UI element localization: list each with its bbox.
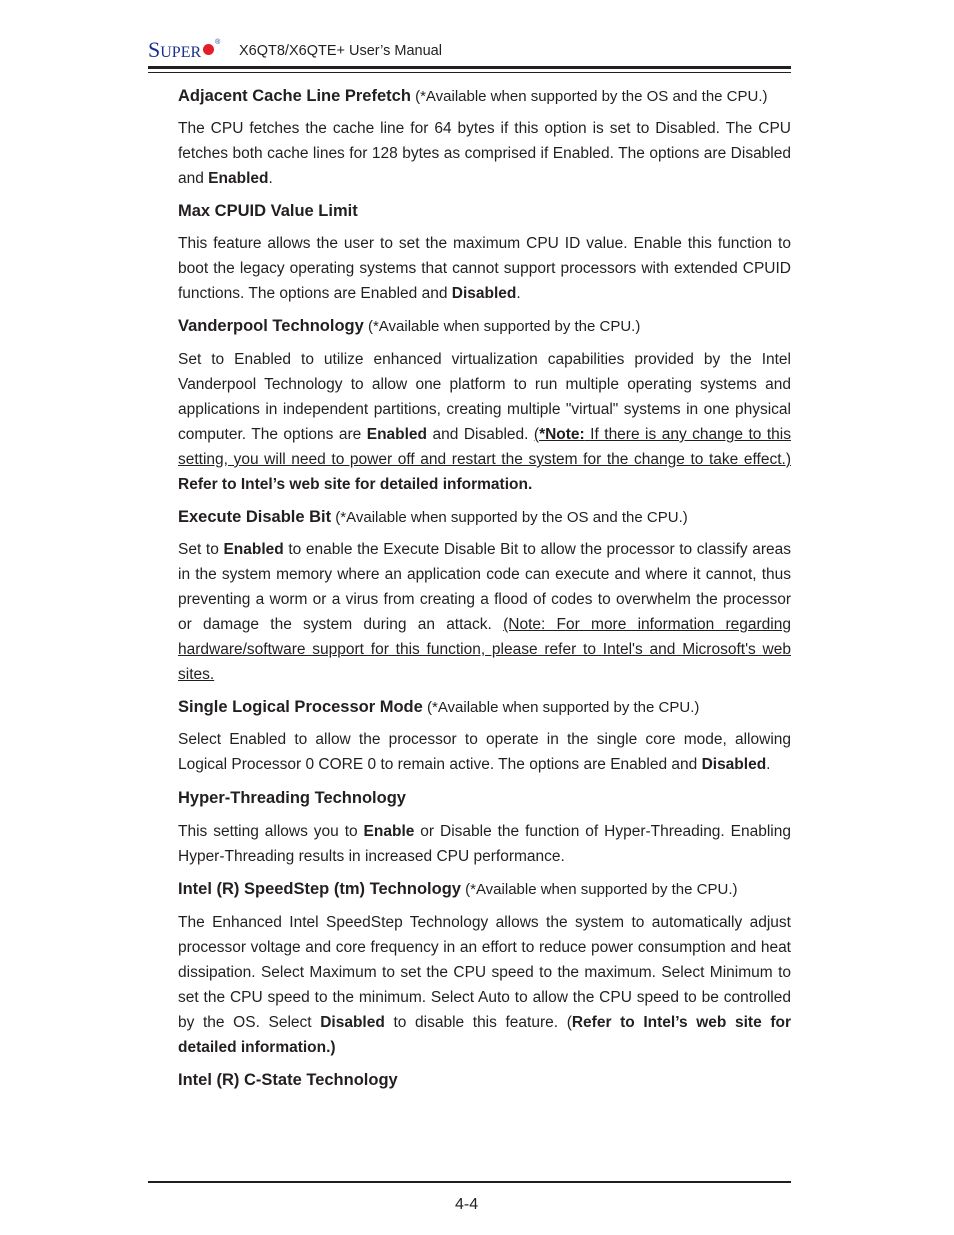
manual-title: X6QT8/X6QTE+ User’s Manual — [239, 43, 442, 59]
availability-note: (*Available when supported by the CPU.) — [363, 318, 641, 335]
body-text-2: to enable the Execute Disable Bit to allow the processor to classify areas in the system memory where an application code can execute and where it cannot, thus preventing a worm or a virus from creating a flood of codes to overwhelm the processor or damage the system during an attack. — [178, 541, 791, 633]
section-heading-single-logical-processor-mode — [178, 695, 791, 720]
section-heading-vanderpool-technology — [178, 314, 791, 339]
heading-title: Adjacent Cache Line Prefetch — [178, 87, 411, 105]
body-text: The Enhanced Intel SpeedStep Technology allows the system to automatically adjust processor voltage and core frequency in an effort to reduce power consumption and heat dissipation. Select Maximum to set the CPU speed to the maximum. Select Minimum to set the CPU speed to the minimum. Select Auto to allow the CPU speed to be controlled by the OS. Select — [178, 914, 791, 1031]
heading-title: Hyper-Threading Technology — [178, 789, 406, 807]
body-text-end: . — [268, 170, 273, 187]
default-option: Enable — [363, 823, 415, 840]
body-text: Select Enabled to allow the processor to operate in the single core mode, allowing Logical Processor 0 CORE 0 to remain active. The options are Enabled and — [178, 731, 791, 773]
section-body-adjacent-cache-line-prefetch — [178, 116, 791, 191]
heading-title: Single Logical Processor Mode — [178, 698, 423, 716]
footer-rule — [148, 1181, 791, 1183]
availability-note: (*Available when supported by the OS and the CPU.) — [331, 509, 688, 526]
body-text: This setting allows you to — [178, 823, 364, 840]
section-body-execute-disable-bit — [178, 537, 791, 687]
body-text-2: and Disabled. — [427, 426, 534, 443]
section-heading-max-cpuid-value-limit — [178, 199, 791, 224]
page-header — [148, 36, 791, 76]
section-body-intel-speedstep-technology — [178, 910, 791, 1060]
section-heading-hyper-threading-technology — [178, 786, 791, 811]
default-option: Disabled — [451, 285, 517, 302]
default-option: Disabled — [320, 1014, 385, 1031]
heading-title: Execute Disable Bit — [178, 508, 332, 526]
note-label: *Note: — [539, 426, 585, 443]
availability-note: (*Available when supported by the CPU.) — [460, 881, 738, 898]
body-text: Set to — [178, 541, 224, 558]
note-open-paren: ( — [533, 426, 540, 443]
availability-note: (*Available when supported by the OS and the CPU.) — [410, 88, 768, 105]
page-content — [178, 84, 791, 1093]
section-heading-adjacent-cache-line-prefetch — [178, 84, 791, 109]
heading-title: Vanderpool Technology — [178, 317, 364, 335]
support-note: (Note: For more information regarding hardware/software support for this function, please refer to Intel's and Microsoft's web sites. — [178, 616, 791, 683]
logo-red-dot-icon — [203, 44, 214, 55]
default-option: Enabled — [208, 170, 269, 187]
section-body-vanderpool-technology — [178, 347, 791, 497]
body-text: Set to Enabled to utilize enhanced virtualization capabilities provided by the Intel Vanderpool Technology to allow one platform to run multiple operating systems and applications in independent partitions, creating multiple "virtual" systems in one physical computer. The options are — [178, 351, 791, 443]
logo-wordmark: SUPER — [148, 37, 202, 62]
body-text-2: or Disable the function of Hyper-Threading. Enabling Hyper-Threading results in increased CPU performance. — [178, 823, 791, 865]
body-text: The CPU fetches the cache line for 64 bytes if this option is set to Disabled. The CPU fetches both cache lines for 128 bytes as comprised if Enabled. The options are Disabled and — [178, 120, 791, 187]
availability-note: (*Available when supported by the CPU.) — [422, 699, 700, 716]
section-body-single-logical-processor-mode — [178, 727, 791, 777]
note-text: If there is any change to this setting, you will need to power off and restart the system for the change to take effect.) — [178, 426, 791, 468]
body-text-end: . — [516, 285, 521, 302]
default-option: Disabled — [701, 756, 767, 773]
body-text: This feature allows the user to set the maximum CPU ID value. Enable this function to boot the legacy operating systems that cannot support processors with extended CPUID functions. The options are Enabled and — [178, 235, 791, 302]
page-number: 4-4 — [455, 1196, 479, 1213]
default-option: Enabled — [223, 541, 284, 558]
heading-title: Max CPUID Value Limit — [178, 202, 358, 220]
heading-title: Intel (R) C-State Technology — [178, 1071, 398, 1089]
section-heading-execute-disable-bit — [178, 505, 791, 530]
section-body-hyper-threading-technology — [178, 819, 791, 869]
refer-intel-note: Refer to Intel’s web site for detailed information.) — [178, 1014, 791, 1056]
supermicro-logo — [148, 38, 220, 62]
refer-intel-note: Refer to Intel’s web site for detailed information. — [178, 476, 533, 493]
heading-title: Intel (R) SpeedStep (tm) Technology — [178, 880, 461, 898]
default-option: Enabled — [366, 426, 428, 443]
section-heading-intel-c-state-technology — [178, 1068, 791, 1093]
header-rule-thick — [148, 66, 791, 69]
body-text-2: to disable this feature. ( — [384, 1014, 572, 1031]
body-text-end: . — [766, 756, 771, 773]
section-body-max-cpuid-value-limit — [178, 231, 791, 306]
registered-mark: ® — [215, 39, 221, 46]
section-heading-intel-speedstep-technology — [178, 877, 791, 902]
header-rule-thin — [148, 72, 791, 73]
